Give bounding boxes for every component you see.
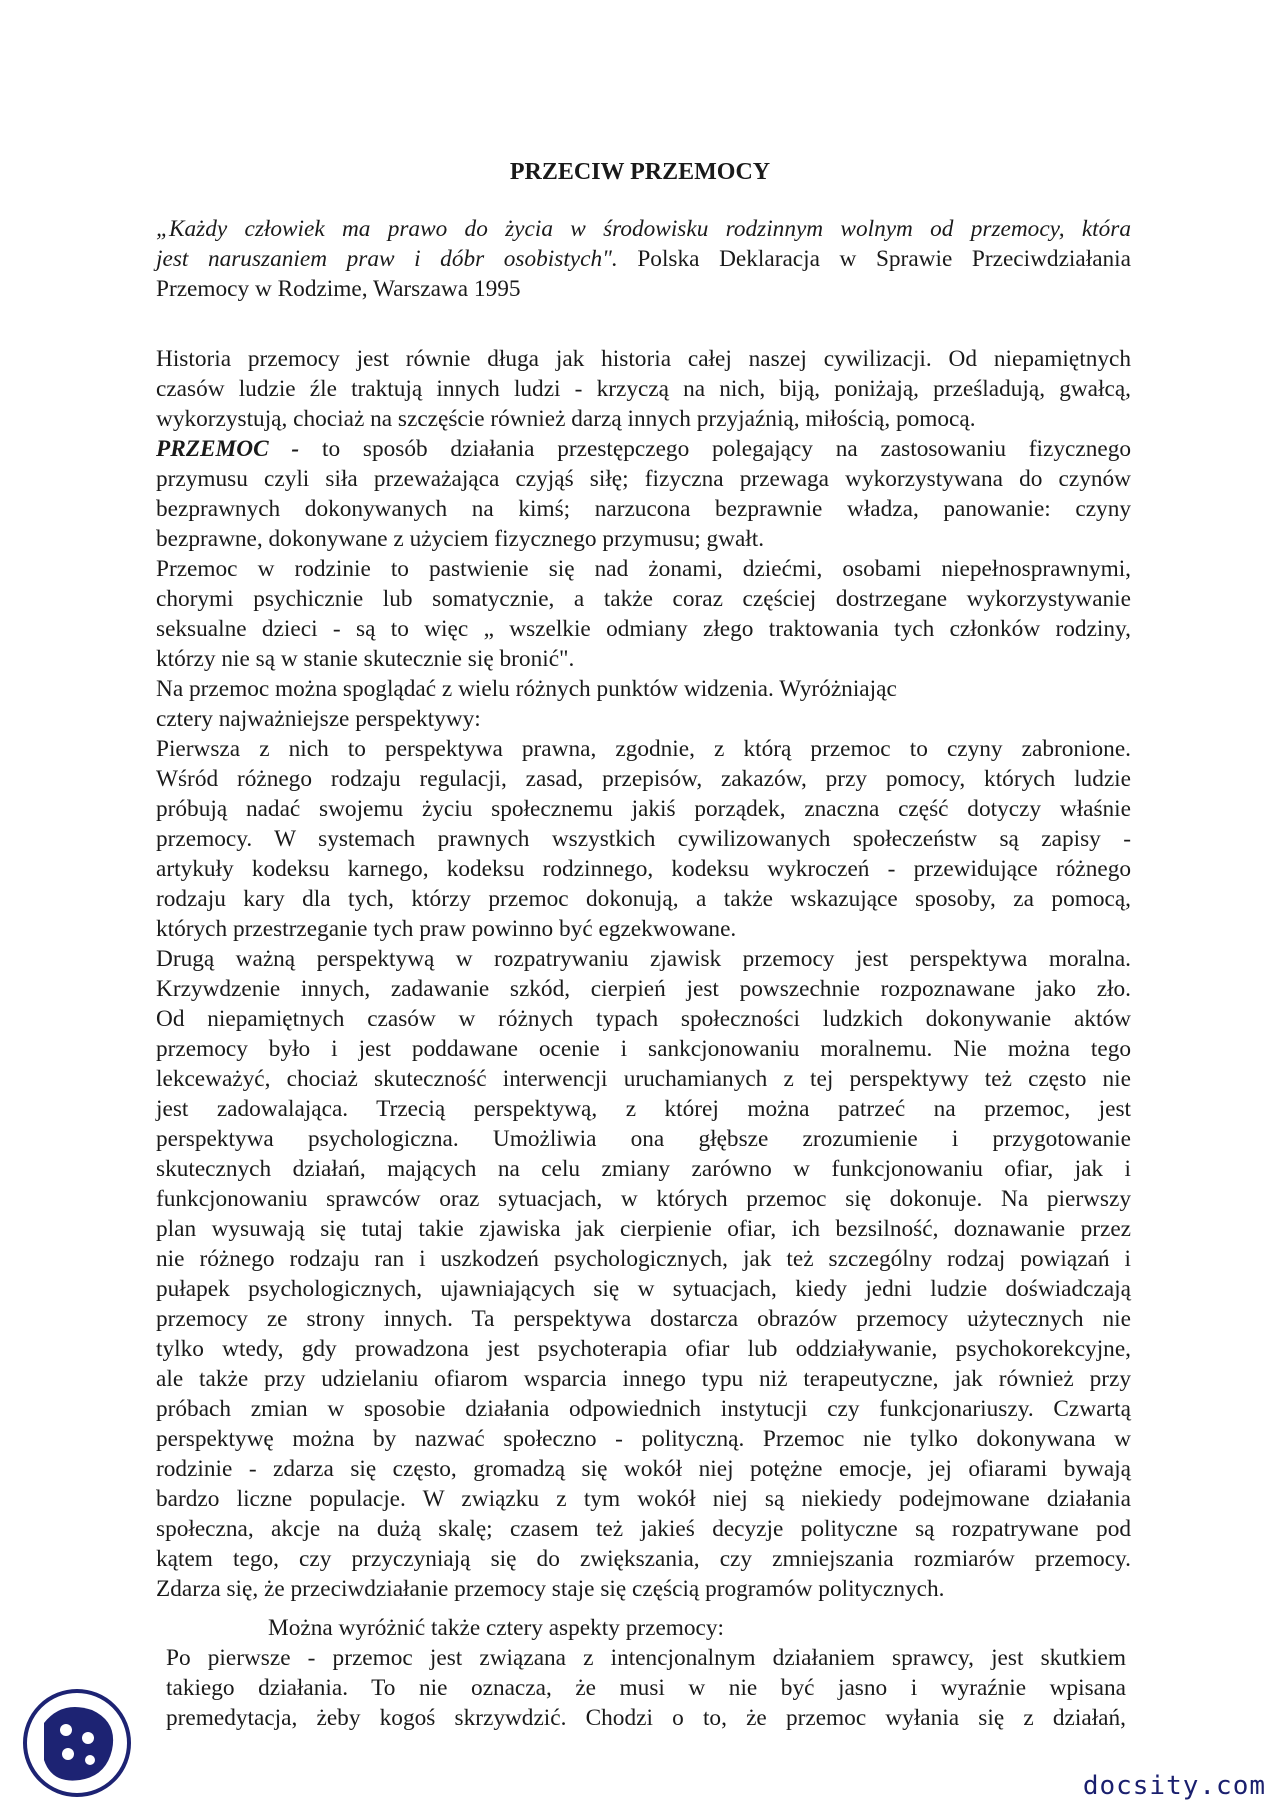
body-line: nie różnego rodzaju ran i uszkodzeń psychologicznych, jak też szczególny rodzaj powiązań i — [156, 1246, 1131, 1272]
body-line: perspektywa psychologiczna. Umożliwia ona głębsze zrozumienie i przygotowanie — [156, 1126, 1131, 1152]
quote-line — [156, 244, 1131, 274]
body-line: bardzo liczne populacje. W związku z tym wokół niej są niekiedy podejmowane działania — [156, 1486, 1131, 1512]
body-line: próbach zmian w sposobie działania odpowiednich instytucji czy funkcjonariuszy. Czwartą — [156, 1396, 1131, 1422]
body-line: pułapek psychologicznych, ujawniających się w sytuacjach, kiedy jedni ludzie doświadczają — [156, 1276, 1131, 1302]
quote-line-italic: jest naruszaniem praw i dóbr osobistych". — [156, 246, 618, 272]
body-line: bezprawnych dokonywanych na kimś; narzucona bezprawnie władza, panowanie: czyny — [156, 496, 1131, 522]
aspects-line: premedytacja, żeby kogoś skrzywdzić. Chodzi o to, że przemoc wyłania się z działań, — [166, 1705, 1126, 1731]
body-line: Krzywdzenie innych, zadawanie szkód, cierpień jest powszechnie rozpoznawane jako zło. — [156, 976, 1131, 1002]
epigraph-quote — [156, 214, 1131, 304]
body-line: przemocy ze strony innych. Ta perspektywa dostarcza obrazów przemocy użytecznych nie — [156, 1306, 1131, 1332]
body-line: chorymi psychicznie lub somatycznie, a także coraz częściej dostrzegane wykorzystywanie — [156, 586, 1131, 612]
body-line: plan wysuwają się tutaj takie zjawiska jak cierpienie ofiar, ich bezsilność, doznawanie przez — [156, 1216, 1131, 1242]
quote-source: Polska Deklaracja w Sprawie Przeciwdziałania — [617, 246, 1131, 272]
body-line: Pierwsza z nich to perspektywa prawna, zgodnie, z którą przemoc to czyny zabronione. — [156, 736, 1131, 762]
body-line: przemocy było i jest poddawane ocenie i sankcjonowaniu moralnemu. Nie można tego — [156, 1036, 1131, 1062]
body-line: przemocy. W systemach prawnych wszystkich cywilizowanych społeczeństw są zapisy - — [156, 826, 1131, 852]
aspects-line: takiego działania. To nie oznacza, że musi w nie być jasno i wyraźnie wpisana — [166, 1675, 1126, 1701]
body-line-text: to sposób działania przestępczego polegający na zastosowaniu fizycznego — [299, 436, 1131, 462]
body-line — [156, 434, 1131, 464]
body-line: Historia przemocy jest równie długa jak historia całej naszej cywilizacji. Od niepamiętnych — [156, 346, 1131, 372]
body-line: Wśród różnego rodzaju regulacji, zasad, przepisów, zakazów, przy pomocy, których ludzie — [156, 766, 1131, 792]
body-line: których przestrzeganie tych praw powinno być egzekwowane. — [156, 916, 737, 942]
body-text — [156, 344, 1131, 1604]
body-line: seksualne dzieci - są to więc „ wszelkie odmiany złego traktowania tych członków rodziny, — [156, 616, 1131, 642]
aspects-lead — [156, 1613, 1131, 1643]
body-line: Od niepamiętnych czasów w różnych typach społeczności ludzkich dokonywanie aktów — [156, 1006, 1131, 1032]
body-line: kątem tego, czy przyczyniają się do zwiększania, czy zmniejszania rozmiarów przemocy. — [156, 1546, 1131, 1572]
body-line: społeczna, akcje na dużą skalę; czasem też jakieś decyzje polityczne są rozpatrywane pod — [156, 1516, 1131, 1542]
aspects-line: Po pierwsze - przemoc jest związana z intencjonalnym działaniem sprawcy, jest skutkiem — [166, 1645, 1126, 1671]
body-line: czasów ludzie źle traktują innych ludzi - krzyczą na nich, biją, poniżają, prześladują, gwałcą, — [156, 376, 1131, 402]
body-line: bezprawne, dokonywane z użyciem fizycznego przymusu; gwałt. — [156, 526, 765, 552]
aspects-lead-text: Można wyróżnić także cztery aspekty przemocy: — [268, 1615, 725, 1641]
body-line: funkcjonowaniu sprawców oraz sytuacjach, w których przemoc się dokonuje. Na pierwszy — [156, 1186, 1131, 1212]
docsity-watermark[interactable]: docsity.com — [1082, 1771, 1266, 1801]
body-line: wykorzystują, chociaż na szczęście również darzą innych przyjaźnią, miłością, pomocą. — [156, 406, 976, 432]
przemoc-term: PRZEMOC - — [156, 436, 300, 462]
body-line: rodzaju kary dla tych, którzy przemoc dokonują, a także wskazujące sposoby, za pomocą, — [156, 886, 1131, 912]
docsity-logo-icon — [22, 1688, 132, 1798]
quote-line: „Każdy człowiek ma prawo do życia w środowisku rodzinnym wolnym od przemocy, która — [156, 216, 1131, 242]
body-line: lekceważyć, chociaż skuteczność interwencji uruchamianych z tej perspektywy też często nie — [156, 1066, 1131, 1092]
aspects-text — [166, 1643, 1126, 1733]
page-title: PRZECIW PRZEMOCY — [509, 159, 771, 185]
body-line: ale także przy udzielaniu ofiarom wsparcia innego typu niż terapeutyczne, jak również przy — [156, 1366, 1131, 1392]
body-line: przymusu czyli siła przeważająca czyjąś siłę; fizyczna przewaga wykorzystywana do czynów — [156, 466, 1131, 492]
body-line: Drugą ważną perspektywą w rozpatrywaniu zjawisk przemocy jest perspektywa moralna. — [156, 946, 1131, 972]
body-line: tylko wtedy, gdy prowadzona jest psychoterapia ofiar lub oddziaływanie, psychokorekcyjne, — [156, 1336, 1131, 1362]
body-line: którzy nie są w stanie skutecznie się bronić". — [156, 646, 575, 672]
body-line: Na przemoc można spoglądać z wielu różnych punktów widzenia. Wyróżniając — [156, 676, 897, 702]
body-line: artykuły kodeksu karnego, kodeksu rodzinnego, kodeksu wykroczeń - przewidujące różnego — [156, 856, 1131, 882]
body-line: rodzinie - zdarza się często, gromadzą się wokół niej potężne emocje, jej ofiarami bywają — [156, 1456, 1131, 1482]
quote-line: Przemocy w Rodzime, Warszawa 1995 — [156, 276, 521, 302]
body-line: Przemoc w rodzinie to pastwienie się nad żonami, dziećmi, osobami niepełnosprawnymi, — [156, 556, 1131, 582]
body-line: Zdarza się, że przeciwdziałanie przemocy staje się częścią programów politycznych. — [156, 1576, 945, 1602]
body-line: jest zadowalająca. Trzecią perspektywą, z której można patrzeć na przemoc, jest — [156, 1096, 1131, 1122]
body-line: próbują nadać swojemu życiu społecznemu jakiś porządek, znaczna część dotyczy właśnie — [156, 796, 1131, 822]
body-line: cztery najważniejsze perspektywy: — [156, 706, 481, 732]
body-line: perspektywę można by nazwać społeczno - polityczną. Przemoc nie tylko dokonywana w — [156, 1426, 1131, 1452]
body-line: skutecznych działań, mających na celu zmiany zarówno w funkcjonowaniu ofiar, jak i — [156, 1156, 1131, 1182]
